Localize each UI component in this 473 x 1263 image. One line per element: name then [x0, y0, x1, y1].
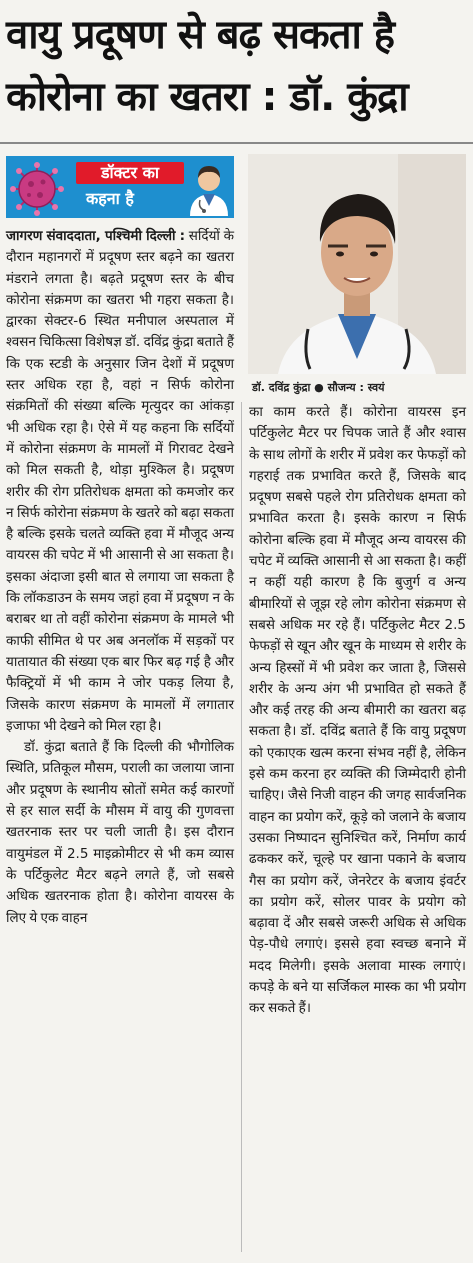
doctor-says-banner [6, 156, 234, 218]
headline-line-1: वायु प्रदूषण से बढ़ सकता है [6, 12, 395, 58]
article-paragraph-2: डॉ. कुंद्रा बताते हैं कि दिल्ली की भौगोलिक स्थिति, प्रतिकूल मौसम, पराली का जलाया जाना और प्रदूषण के स्थानीय स्रोतों समेत कई कारणों से हर साल सर्दी के मौसम में वायु की गुणवत्ता खतरनाक स्तर पर चली जाती है। इस दौरान वायुमंडल में 2.5 माइक्रोमीटर से भी कम व्यास के पर्टिकुलेट मैटर बढ़ने लगते हैं, जो सबसे अधिक खतरनाक होता है। कोरोना वायरस के लिए ये एक वाहन [6, 739, 234, 926]
banner-title: डॉक्टर का [76, 162, 184, 184]
article-paragraph-1-text: सर्दियों के दौरान महानगरों में प्रदूषण स्तर बढ़ने का खतरा मंडराने लगता है। बढ़ते प्रदूषण स्तर के बीच कोरोना संक्रमण का खतरा भी गहरा सकता है। द्वारका सेक्टर-6 स्थित मनीपाल अस्पताल में श्वसन चिकित्सा विशेषज्ञ डॉ. दविंद्र कुंद्रा बताते हैं कि एक स्टडी के अनुसार जिन देशों में प्रदूषण स्तर अधिक रहा है, वहां न सिर्फ कोरोना संक्रमितों की संख्या बल्कि मृत्युदर का आंकड़ा भी अधिक रहा है। ऐसे में यह कहना कि सर्दियों में कोरोना संक्रमण के मामलों में गिरावट देखने को मिल सकती है, थोड़ा मुश्किल है। प्रदूषण शरीर की रोग प्रतिरोधक क्षमता को कमजोर कर न सिर्फ कोरोना संक्रमण के खतरे को बढ़ा सकता है बल्कि इसके चलते व्यक्ति हवा में मौजूद अन्य वायरस की चपेट में भी आसानी से आ सकता है। इसका अंदाजा इसी बात से लगाया जा सकता है कि लॉकडाउन के समय जहां हवा में प्रदूषण न के बराबर था तो वहीं कोरोना संक्रमण के मामले भी काफी सीमित थे पर अब अनलॉक में सड़कों पर यातायात की संख्या एक बार फिर बढ़ गई है और फैक्ट्रियों में भी काम ने जोर पकड़ लिया है, जिसके कारण संक्रमण के मामलों में लगातार इजाफा भी देखने को मिल रहा है। [6, 228, 235, 734]
article-paragraph-3: का काम करते हैं। कोरोना वायरस इन पर्टिकुलेट मैटर पर चिपक जाते हैं और श्वास के साथ लोगों के शरीर में प्रवेश कर फेफड़ों को गहराई तक प्रभावित करते हैं, जिसके बाद प्रदूषण सबसे पहले रोग प्रतिरोधक क्षमता को प्रभावित करता है। इसके कारण न सिर्फ कोरोना बल्कि हवा में मौजूद अन्य वायरस की चपेट में व्यक्ति आसानी से आ सकता है। कहीं न कहीं यही कारण है कि बुजुर्ग व अन्य बीमारियों से जूझ रहे लोग कोरोना संक्रमण से सबसे अधिक मर रहे हैं। पर्टिकुलेट मैटर 2.5 फेफड़ों से खून और खून के माध्यम से शरीर के अन्य हिस्सों में भी प्रवेश कर जाता है, जिससे शरीर के अन्य अंग भी प्रभावित हो सकते हैं और कई तरह की अन्य बीमारी का खतरा बढ़ सकता है। डॉ. दविंद्र बताते हैं कि वायु प्रदूषण को एकाएक खत्म करना संभव नहीं है, लेकिन इसे कम करना हर व्यक्ति की जिम्मेदारी होनी चाहिए। जैसे निजी वाहन की जगह सार्वजनिक वाहन का प्रयोग करें, कूड़े को जलाने के बजाय उसका निष्पादन सुनिश्चित करें, निर्माण कार्य ढककर करें, चूल्हे पर खाना पकाने के बजाय गैस का प्रयोग करें, जेनरेटर के बजाय इंवर्टर का प्रयोग करें, सोलर पावर के प्रयोग को बढ़ावा दें और सबसे जरूरी अधिक से अधिक पेड़-पौधे लगाएं। इससे हवा स्वच्छ बनाने में मदद मिलेगी। इसके अलावा मास्क लगाएं। कपड़े के बने या सर्जिकल मास्क का भी प्रयोग कर सकते हैं। [249, 404, 466, 1017]
article-column-right [249, 402, 466, 1020]
doctor-avatar-icon [186, 158, 232, 216]
photo-caption: डॉ. दविंद्र कुंद्रा ● सौजन्य : स्वयं [252, 381, 385, 394]
headline-rule [0, 142, 473, 144]
headline [6, 4, 468, 128]
byline: जागरण संवाददाता, पश्चिमी दिल्ली : [6, 228, 186, 244]
doctor-photo [248, 154, 466, 374]
banner-subtitle: कहना है [86, 189, 134, 208]
article-column-left [6, 226, 234, 929]
column-divider [241, 402, 242, 1252]
headline-line-2: कोरोना का खतरा : डॉ. कुंद्रा [6, 74, 408, 120]
coronavirus-icon [10, 162, 64, 216]
article-paragraph-1 [6, 226, 234, 737]
